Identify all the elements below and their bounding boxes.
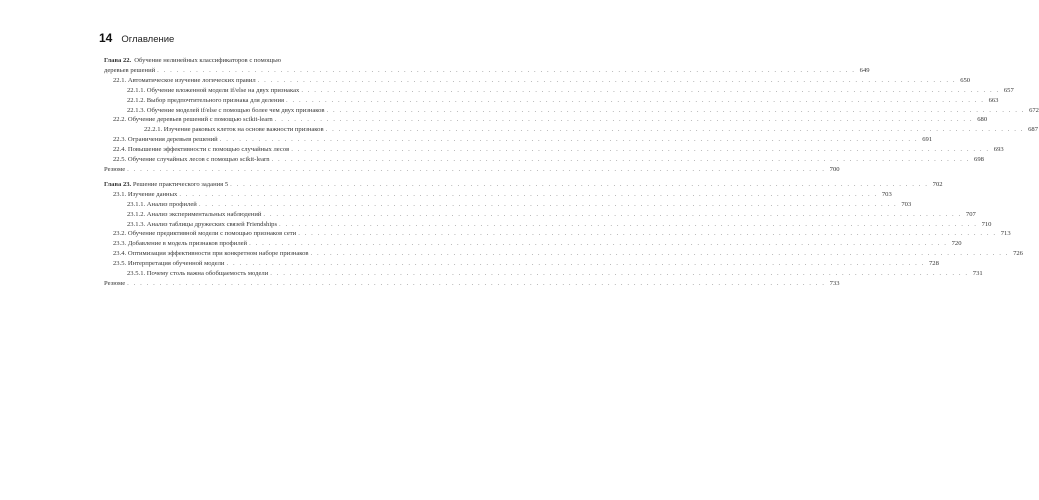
toc-entry-page: 650 xyxy=(960,76,971,84)
toc-entry-text: 22.4. Повышение эффективности с помощью случайных лесов xyxy=(113,146,290,154)
toc-entry-text: 23.1.2. Анализ экспериментальных наблюдений xyxy=(127,210,262,218)
leader-dots xyxy=(226,259,924,269)
toc-entry-page: 728 xyxy=(929,260,939,268)
toc-entry-text: 23.1. Изучение данных xyxy=(113,190,178,198)
toc-entry-page: 703 xyxy=(901,200,912,208)
toc-entry-page: 700 xyxy=(829,165,840,173)
toc-entry xyxy=(104,96,999,106)
leader-dots xyxy=(127,279,825,289)
toc-entry-page: 657 xyxy=(1003,86,1014,94)
running-title: Оглавление xyxy=(121,34,175,45)
leader-dots xyxy=(272,155,970,165)
toc-entry xyxy=(104,200,912,210)
toc-entry-text: Резюме xyxy=(104,279,126,287)
toc-entry-text: 22.1. Автоматическое изучение логических правил xyxy=(113,76,256,84)
toc-entry xyxy=(104,115,988,125)
chapter-page: 702 xyxy=(932,180,943,188)
leader-dots xyxy=(298,229,996,239)
toc-entry xyxy=(104,165,840,175)
chapter-23 xyxy=(104,180,1023,289)
toc-entry-text: Резюме xyxy=(104,165,126,173)
leader-dots xyxy=(279,220,977,230)
toc-entry xyxy=(104,155,984,165)
toc-entry-page: 703 xyxy=(881,190,892,198)
page-number: 14 xyxy=(99,31,113,45)
toc-entry-page: 691 xyxy=(922,136,933,144)
toc-entry-text: 22.2. Обучение деревьев решений с помощью scikit-learn xyxy=(113,116,273,124)
leader-dots xyxy=(127,165,825,175)
chapter-22 xyxy=(104,56,1039,175)
toc-entry xyxy=(104,190,892,200)
leader-dots xyxy=(301,86,999,96)
table-of-contents xyxy=(104,56,1039,294)
toc-entry xyxy=(104,259,939,269)
chapter-title: Решение практического задания 5 xyxy=(132,180,229,188)
chapter-page: 649 xyxy=(859,66,870,74)
toc-entry-text: 22.3. Ограничения деревьев решений xyxy=(113,136,218,144)
toc-entry-text: 22.1.1. Обучение вложенной модели if/else на двух признаках xyxy=(127,86,300,94)
toc-entry xyxy=(104,106,1039,116)
toc-entry xyxy=(104,229,1011,239)
leader-dots xyxy=(326,125,1024,135)
toc-entry xyxy=(104,135,933,145)
toc-entry-text: 22.1.2. Выбор предпочтительного признака для деления xyxy=(127,96,285,104)
toc-entry-page: 720 xyxy=(951,240,962,248)
toc-entry xyxy=(104,125,1038,135)
toc-entry-text: 23.5.1. Почему столь важна обобщаемость модели xyxy=(127,270,269,278)
toc-entry xyxy=(104,145,1004,155)
toc-entry xyxy=(104,210,976,220)
toc-entry-page: 731 xyxy=(972,270,983,278)
toc-entry-text: 23.5. Интерпретация обученной модели xyxy=(113,260,225,268)
toc-entry-page: 663 xyxy=(988,96,999,104)
toc-entry-text: 23.4. Оптимизация эффективности при конкретном наборе признаков xyxy=(113,250,309,258)
leader-dots xyxy=(270,269,968,279)
leader-dots xyxy=(220,135,918,145)
leader-dots xyxy=(179,190,877,200)
toc-entry-page: 693 xyxy=(993,146,1004,154)
leader-dots xyxy=(199,200,897,210)
chapter-title-line2: деревьев решений xyxy=(104,66,156,74)
leader-dots xyxy=(249,239,947,249)
toc-entry-text: 22.2.1. Изучение раковых клеток на основе важности признаков xyxy=(144,126,324,134)
leader-dots xyxy=(291,145,989,155)
page-header xyxy=(99,31,429,45)
chapter-title-wrap xyxy=(104,180,228,190)
chapter-title-line xyxy=(104,180,943,190)
toc-entry xyxy=(104,239,962,249)
toc-entry-page: 710 xyxy=(981,220,992,228)
chapter-label: Глава 23. xyxy=(104,180,132,188)
toc-entry-page: 680 xyxy=(977,116,988,124)
toc-entry xyxy=(104,220,992,230)
leader-dots xyxy=(157,66,855,76)
toc-entry-text: 23.1.1. Анализ профилей xyxy=(127,200,197,208)
leader-dots xyxy=(275,115,973,125)
leader-dots xyxy=(263,210,961,220)
toc-entry-page: 698 xyxy=(974,156,984,164)
chapter-label: Глава 22. xyxy=(104,57,132,64)
leader-dots xyxy=(311,249,1009,259)
toc-entry xyxy=(104,279,840,289)
toc-entry xyxy=(104,269,983,279)
chapter-title: Обучение нелинейных классификаторов с помощью xyxy=(134,57,282,64)
toc-entry-text: 23.3. Добавление в модель признаков профилей xyxy=(113,240,248,248)
toc-entry-text: 22.1.3. Обучение моделей if/else с помощью более чем двух признаков xyxy=(127,106,325,114)
toc-entry-page: 672 xyxy=(1029,106,1039,114)
toc-entry xyxy=(104,86,1014,96)
toc-entry-text: 22.5. Обучение случайных лесов с помощью scikit-learn xyxy=(113,156,270,164)
toc-entry-page: 687 xyxy=(1028,126,1038,134)
toc-entry-page: 713 xyxy=(1000,230,1011,238)
toc-entry xyxy=(104,76,971,86)
chapter-title-continuation xyxy=(104,66,870,76)
toc-entry-page: 726 xyxy=(1013,250,1023,258)
toc-entry-text: 23.2. Обучение предиктивной модели с помощью признаков сети xyxy=(113,230,297,238)
chapter-title-line xyxy=(104,56,392,66)
leader-dots xyxy=(327,106,1025,116)
toc-entry xyxy=(104,249,1023,259)
leader-dots xyxy=(286,96,984,106)
toc-entry-page: 733 xyxy=(829,279,840,287)
leader-dots xyxy=(230,180,928,190)
leader-dots xyxy=(258,76,956,86)
toc-entry-text: 23.1.3. Анализ таблицы дружеских связей Friendships xyxy=(127,220,278,228)
toc-entry-page: 707 xyxy=(965,210,976,218)
